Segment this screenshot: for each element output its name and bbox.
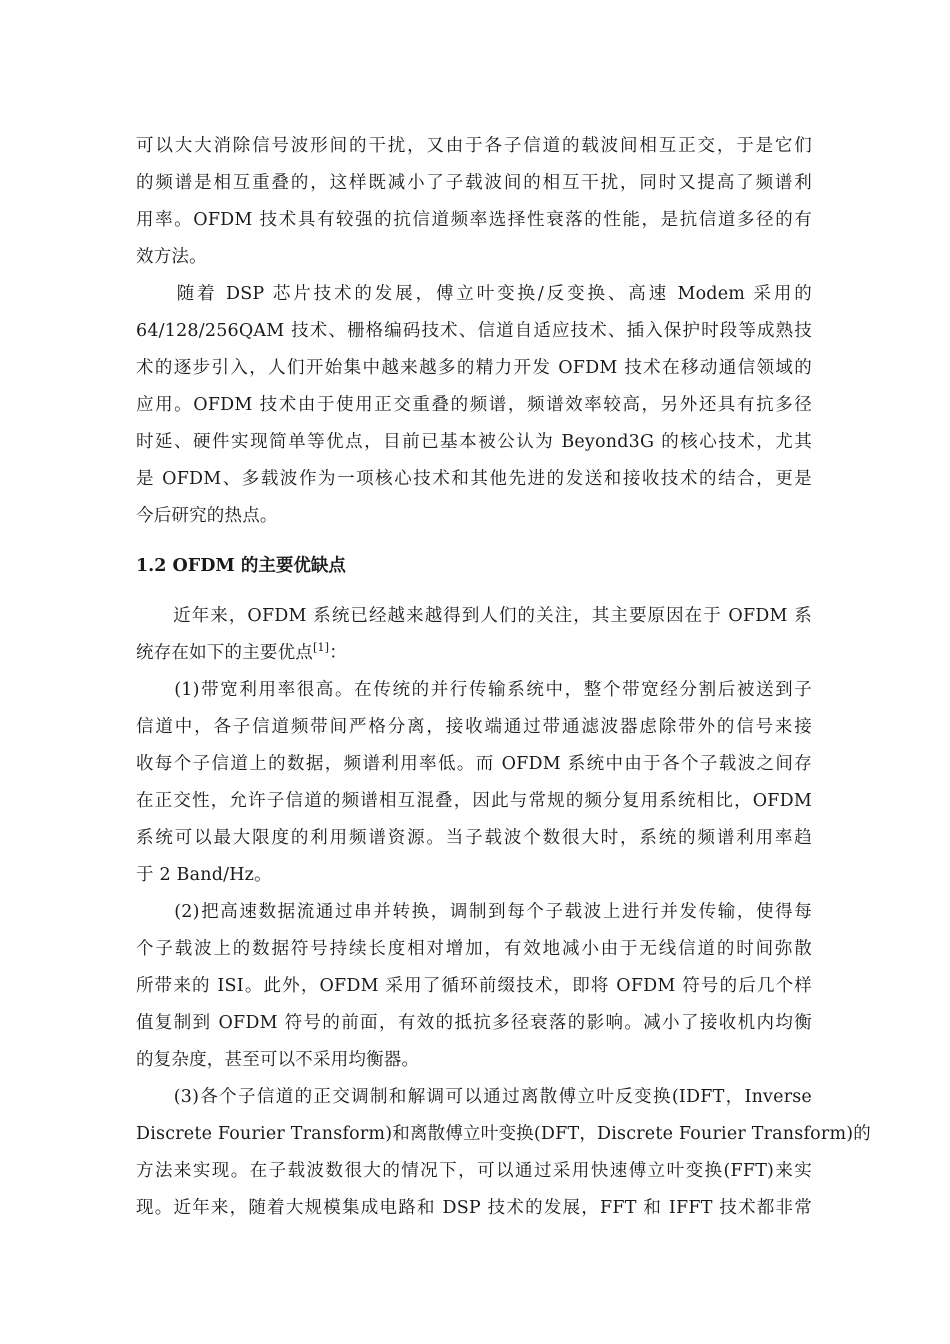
- text-line: 现。近年来，随着大规模集成电路和 DSP 技术的发展，FFT 和 IFFT 技术都非常: [136, 1198, 812, 1218]
- text-line: 是 OFDM、多载波作为一项核心技术和其他先进的发送和接收技术的结合，更是: [136, 469, 812, 489]
- paragraph-2: [136, 276, 812, 535]
- text-line: 随着 DSP 芯片技术的发展，傅立叶变换/反变换、高速 Modem 采用的: [136, 284, 812, 304]
- text-line: 术的逐步引入，人们开始集中越来越多的精力开发 OFDM 技术在移动通信领域的: [136, 358, 812, 378]
- text-line: 应用。OFDM 技术由于使用正交重叠的频谱，频谱效率较高，另外还具有抗多径: [136, 395, 812, 415]
- paragraph-6: [136, 1079, 871, 1227]
- text-line: 可以大大消除信号波形间的干扰，又由于各子信道的载波间相互正交，于是它们: [136, 136, 812, 156]
- section-heading: 1.2 OFDM 的主要优缺点: [136, 556, 346, 576]
- text-line: 的复杂度，甚至可以不采用均衡器。: [136, 1050, 420, 1070]
- text-line: 方法来实现。在子载波数很大的情况下，可以通过采用快速傅立叶变换(FFT)来实: [136, 1161, 812, 1181]
- paragraph-5: [136, 894, 812, 1079]
- text-line: (1)带宽利用率很高。在传统的并行传输系统中，整个带宽经分割后被送到子: [136, 680, 812, 700]
- text-line: 在正交性，允许子信道的频谱相互混叠，因此与常规的频分复用系统相比，OFDM: [136, 791, 812, 811]
- text-line: 个子载波上的数据符号持续长度相对增加，有效地减小由于无线信道的时间弥散: [136, 939, 812, 959]
- text-line: Discrete Fourier Transform)和离散傅立叶变换(DFT，Discrete Fourier Transform)的: [136, 1124, 871, 1144]
- paragraph-4: [136, 672, 812, 894]
- text-line: (3)各个子信道的正交调制和解调可以通过离散傅立叶反变换(IDFT，Inverse: [136, 1087, 812, 1107]
- text-line: 值复制到 OFDM 符号的前面，有效的抵抗多径衰落的影响。减小了接收机内均衡: [136, 1013, 812, 1033]
- text-line-tail: ：: [329, 643, 347, 663]
- text-line: 近年来，OFDM 系统已经越来越得到人们的关注，其主要原因在于 OFDM 系: [136, 606, 812, 626]
- text-line: [136, 635, 812, 672]
- text-line: 效方法。: [136, 247, 207, 267]
- text-line: 的频谱是相互重叠的，这样既减小了子载波间的相互干扰，同时又提高了频谱利: [136, 173, 812, 193]
- citation-ref: [1]: [313, 641, 330, 655]
- text-line-content: 统存在如下的主要优点: [136, 643, 313, 663]
- paragraph-3: [136, 598, 812, 672]
- document-page: [136, 128, 871, 1227]
- text-line: (2)把高速数据流通过串并转换，调制到每个子载波上进行并发传输，使得每: [136, 902, 812, 922]
- text-line: 于 2 Band/Hz。: [136, 865, 272, 885]
- text-line: 64/128/256QAM 技术、栅格编码技术、信道自适应技术、插入保护时段等成熟技: [136, 321, 812, 341]
- text-line: 今后研究的热点。: [136, 506, 278, 526]
- text-line: 收每个子信道上的数据，频谱利用率低。而 OFDM 系统中由于各个子载波之间存: [136, 754, 812, 774]
- text-line: 系统可以最大限度的利用频谱资源。当子载波个数很大时，系统的频谱利用率趋: [136, 828, 812, 848]
- text-line: 用率。OFDM 技术具有较强的抗信道频率选择性衰落的性能，是抗信道多径的有: [136, 210, 812, 230]
- text-line: 信道中，各子信道频带间严格分离，接收端通过带通滤波器虑除带外的信号来接: [136, 717, 812, 737]
- text-line: 所带来的 ISI。此外，OFDM 采用了循环前缀技术，即将 OFDM 符号的后几个样: [136, 976, 812, 996]
- paragraph-1: [136, 128, 812, 276]
- text-line: 时延、硬件实现简单等优点，目前已基本被公认为 Beyond3G 的核心技术，尤其: [136, 432, 812, 452]
